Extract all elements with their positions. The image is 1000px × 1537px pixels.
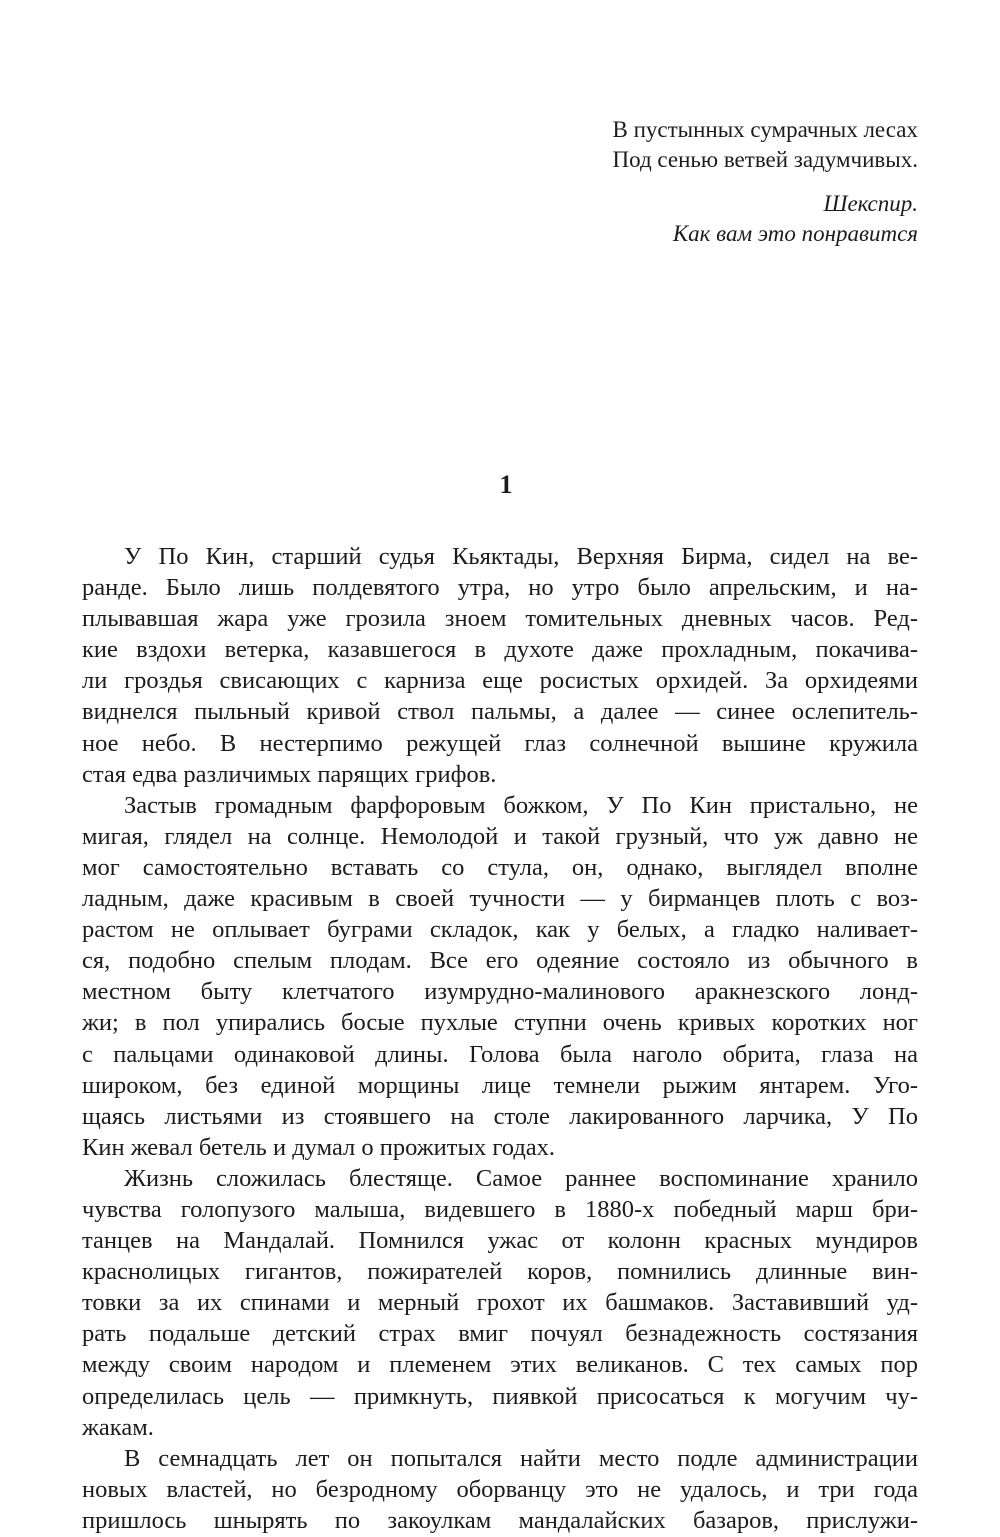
text-line: В семнадцать лет он попытался найти место подле администрации	[124, 1444, 918, 1472]
text-line: товки за их спинами и мерный грохот их башмаков. Заставивший уд-	[82, 1289, 918, 1317]
text-line: ранде. Было лишь полдевятого утра, но утро было апрельским, и на-	[82, 574, 918, 602]
paragraph	[82, 790, 918, 1163]
text-line: ся, подобно спелым плодам. Все его одеяние состояло из обычного в	[82, 947, 918, 975]
text-line: кие вздохи ветерка, казавшегося в духоте даже прохладным, покачива-	[82, 636, 918, 664]
text-line: У По Кин, старший судья Кьяктады, Верхняя Бирма, сидел на ве-	[124, 543, 918, 570]
text-line: широком, без единой морщины лице темнели рыжим янтарем. Уго-	[82, 1071, 918, 1099]
chapter-number: 1	[499, 470, 513, 499]
text-line: танцев на Мандалай. Помнился ужас от колонн красных мундиров	[82, 1227, 918, 1255]
epigraph-source: Как вам это понравится	[672, 221, 918, 246]
text-line: краснолицых гигантов, пожирателей коров, помнились длинные вин-	[82, 1258, 918, 1286]
text-line: новых властей, но безродному оборванцу это не удалось, и три года	[82, 1475, 918, 1503]
text-line: Жизнь сложилась блестяще. Самое раннее воспоминание хранило	[124, 1164, 918, 1192]
paragraph	[82, 1443, 918, 1536]
text-line: ли гроздья свисающих с карниза еще росистых орхидей. За орхидеями	[82, 667, 918, 695]
text-line: растом не оплывает буграми складок, как у белых, а гладко наливает-	[82, 916, 918, 944]
text-line: ладным, даже красивым в своей тучности — у бирманцев плоть с воз-	[82, 885, 918, 913]
text-line: ное небо. В нестерпимо режущей глаз солнечной вышине кружила	[82, 729, 918, 757]
epigraph-author: Шекспир.	[823, 191, 918, 216]
text-line: рать подальше детский страх вмиг почуял безнадежность состязания	[82, 1320, 918, 1348]
text-line: виднелся пыльный кривой ствол пальмы, а далее — синее ослепитель-	[82, 698, 918, 726]
text-line: определилась цель — примкнуть, пиявкой присосаться к могучим чу-	[82, 1382, 918, 1410]
text-line: плывавшая жара уже грозила зноем томительных дневных часов. Ред-	[82, 605, 918, 633]
text-line: местном быту клетчатого изумрудно-малинового аракнезского лонд-	[82, 978, 918, 1006]
text-line: щаясь листьями из стоявшего на столе лакированного ларчика, У По	[82, 1102, 918, 1130]
paragraph	[82, 541, 918, 790]
paragraph	[82, 1163, 918, 1443]
epigraph-verse-line: В пустынных сумрачных лесах	[612, 117, 918, 142]
text-line: Застыв громадным фарфоровым божком, У По Кин пристально, не	[124, 791, 918, 819]
epigraph	[613, 115, 919, 249]
text-line: чувства голопузого малыша, видевшего в 1880-х победный марш бри-	[82, 1195, 918, 1223]
epigraph-verse-line: Под сенью ветвей задумчивых.	[612, 147, 918, 172]
body-text	[82, 541, 918, 1536]
text-line: мог самостоятельно вставать со стула, он, однако, выглядел вполне	[82, 853, 918, 881]
text-line: жакам.	[82, 1413, 154, 1441]
text-line: стая едва различимых парящих грифов.	[82, 760, 497, 788]
text-line: мигая, глядел на солнце. Немолодой и такой грузный, что уж давно не	[82, 822, 918, 850]
text-line: с пальцами одинаковой длины. Голова была наголо обрита, глаза на	[82, 1040, 918, 1068]
text-line: Кин жевал бетель и думал о прожитых годах.	[82, 1133, 556, 1161]
text-line: между своим народом и племенем этих великанов. С тех самых пор	[82, 1351, 918, 1379]
text-line: жи; в пол упирались босые пухлые ступни очень кривых коротких ног	[82, 1009, 918, 1037]
text-line: пришлось шнырять по закоулкам мандалайских базаров, прислужи-	[82, 1506, 918, 1534]
